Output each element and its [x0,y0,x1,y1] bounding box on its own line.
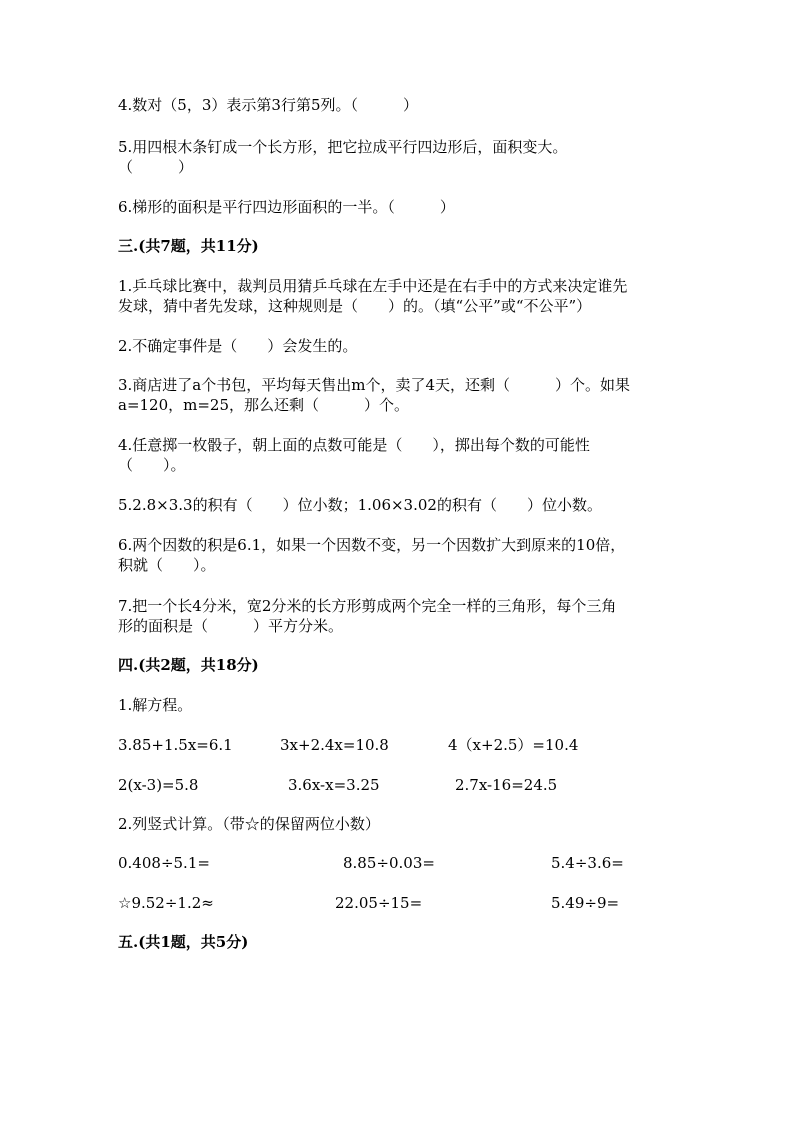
item-2-5-line2: （ ） [118,158,194,176]
item-3-6-line1: 6.两个因数的积是6.1，如果一个因数不变，另一个因数扩大到原来的10倍， [118,536,626,554]
item-3-3-line1: 3.商店进了a个书包，平均每天售出m个，卖了4天，还剩（ ）个。如果 [118,376,631,394]
item-3-3-line2: a=120，m=25，那么还剩（ ）个。 [118,396,410,414]
equation: 3.6x-x=3.25 [288,776,380,794]
calc-problem: ☆9.52÷1.2≈ [118,894,214,912]
item-3-7-line2: 形的面积是（ ）平方分米。 [118,617,344,635]
item-3-4-line2: （ ）。 [118,456,186,474]
item-3-4-line1: 4.任意掷一枚骰子，朝上面的点数可能是（ ），掷出每个数的可能性 [118,436,590,454]
section-5-heading: 五.(共1题，共5分) [118,933,249,951]
equation: 3.85+1.5x=6.1 [118,736,233,754]
item-2-5-line1: 5.用四根木条钉成一个长方形，把它拉成平行四边形后，面积变大。 [118,138,568,156]
equation: 3x+2.4x=10.8 [280,736,389,754]
item-3-2: 2.不确定事件是（ ）会发生的。 [118,337,358,355]
calc-problem: 22.05÷15= [335,894,423,912]
item-2-6: 6.梯形的面积是平行四边形面积的一半。（ ） [118,198,455,216]
section-4-heading: 四.(共2题，共18分) [118,656,259,674]
equation: 2.7x-16=24.5 [455,776,558,794]
section-3-heading: 三.(共7题，共11分) [118,237,259,255]
item-3-5: 5.2.8×3.3的积有（ ）位小数；1.06×3.02的积有（ ）位小数。 [118,496,602,514]
calc-problem: 8.85÷0.03= [343,854,435,872]
item-4-2-title: 2.列竖式计算。（带☆的保留两位小数） [118,815,380,833]
equation: 4（x+2.5）=10.4 [448,736,579,754]
equation: 2(x-3)=5.8 [118,776,199,794]
item-3-1-line2: 发球，猜中者先发球，这种规则是（ ）的。（填“公平”或“不公平”） [118,297,592,315]
calc-problem: 0.408÷5.1= [118,854,210,872]
calc-problem: 5.49÷9= [551,894,620,912]
item-3-7-line1: 7.把一个长4分米，宽2分米的长方形剪成两个完全一样的三角形，每个三角 [118,597,617,615]
item-3-1-line1: 1.乒乓球比赛中，裁判员用猜乒乓球在左手中还是在右手中的方式来决定谁先 [118,277,628,295]
item-3-6-line2: 积就（ ）。 [118,556,216,574]
item-4-1-title: 1.解方程。 [118,696,193,714]
calc-problem: 5.4÷3.6= [551,854,624,872]
item-2-4: 4.数对（5，3）表示第3行第5列。（ ） [118,96,418,114]
